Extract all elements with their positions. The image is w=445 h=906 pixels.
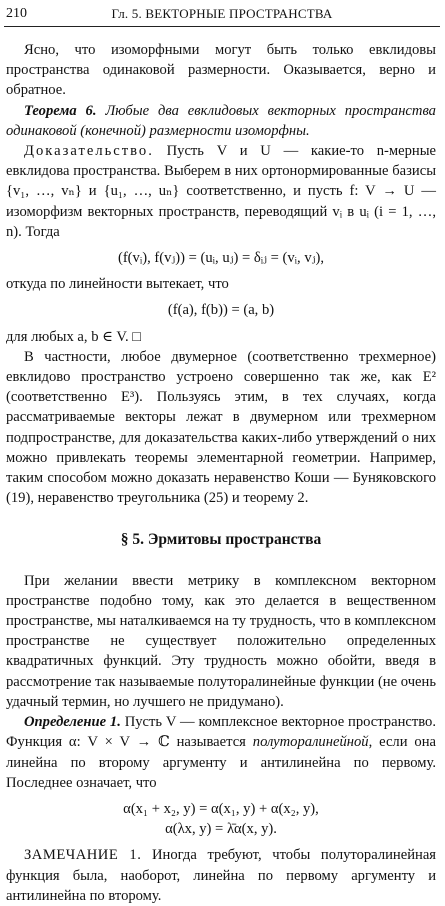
formula-inner-product-preserved: (f(a), f(b)) = (a, b) — [167, 302, 275, 319]
definition-label: Определение 1. — [24, 714, 121, 731]
theorem-6 — [6, 101, 436, 141]
definition-term: полуторалинейной — [252, 734, 369, 751]
formula-additivity: α(x₁ + x₂, y) = α(x₁, y) + α(x₂, y), — [123, 800, 319, 817]
remark-label: ЗАМЕЧАНИЕ 1. — [24, 847, 142, 864]
paragraph-in-particular: В частности, любое двумерное (соответственно трехмерное) евклидово пространство устроено совершенно так же, как E² (соответственно E³). Пользуясь этим, в тех случаях, когда рассматриваемые векторы лежат в двумерном или трехмерном подпространстве, для доказательства каких-либо утверждений о них можно привлекать теоремы элементарной геометрии. Например, таким способом можно доказать неравенство Коши — Буняковского (19), неравенство треугольника (25) и теорему 2. — [6, 348, 436, 507]
formula-inner-product-basis: (f(vᵢ), f(vⱼ)) = (uᵢ, uⱼ) = δᵢⱼ = (vᵢ, vⱼ), — [117, 250, 325, 267]
definition-text-a: Пусть V — комплексное векторное пространство. Функция α: V × V → ℂ называется — [6, 714, 436, 751]
paragraph-isomorphism: Ясно, что изоморфными могут быть только евклидовы пространства одинаковой размерности. Оказывается, верно и обратное. — [6, 42, 436, 99]
formula-antilinearity: α(λx, y) = λ̄α(x, y). — [165, 821, 277, 838]
proof-text: Пусть V и U — какие-то n-мерные евклидова пространства. Выберем в них ортонормированные базисы {v₁, …, vₙ} и {u₁, …, uₙ} соответственно, и пусть f: V → U — изоморфизм векторных пространств, переводящий vᵢ в uᵢ (i = 1, …, n). Тогда — [6, 143, 436, 240]
theorem-label: Теорема 6. — [24, 102, 97, 119]
remark-1 — [6, 845, 436, 906]
section-heading: § 5. Эрмитовы пространства — [120, 531, 322, 549]
theorem-text: Любые два евклидовых векторных пространства одинаковой (конечной) размерности изоморфны. — [6, 102, 436, 139]
definition-1 — [6, 712, 436, 793]
proof-label: Доказательство. — [24, 143, 154, 160]
linearity-text: откуда по линейности вытекает, что — [6, 276, 229, 293]
paragraph-metric: При желании ввести метрику в комплексном векторном пространстве подобно тому, как это делается в вещественном пространстве, мы наталкиваемся на ту трудность, что в комплексном пространстве не существует положительно определенных квадратичных функций. Эту трудность можно обойти, введя в рассмотрение так называемые полуторалинейные функции (не очень удачный термин, но лучшего не придумано). — [6, 572, 436, 710]
running-title: Гл. 5. ВЕКТОРНЫЕ ПРОСТРАНСТВА — [111, 6, 333, 21]
remark-text: Иногда требуют, чтобы полуторалинейная функция была, наоборот, линейна по первому аргументу и антилинейна по второму. — [6, 847, 437, 904]
for-all-text: для любых a, b ∈ V. □ — [6, 328, 142, 345]
definition-text-b: , если она линейна по второму аргументу и антилинейна по первому. Последнее означает, что — [6, 734, 436, 791]
page-body — [6, 40, 436, 906]
proof — [6, 141, 436, 242]
page-number: 210 — [6, 6, 27, 21]
running-header — [4, 4, 440, 27]
